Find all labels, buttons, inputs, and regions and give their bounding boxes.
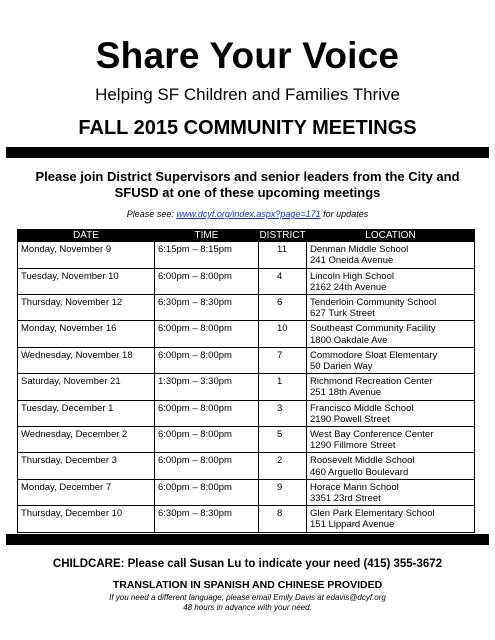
cell-time: 1:30pm – 3:30pm [155, 374, 259, 400]
cell-date: Thursday, December 10 [18, 506, 155, 532]
cell-time: 6:00pm – 8:00pm [155, 321, 259, 347]
childcare-notice: CHILDCARE: Please call Susan Lu to indicate your need (415) 355-3672 [52, 558, 443, 570]
location-address: 251 18th Avenue [310, 387, 382, 399]
translation-notice: TRANSLATION IN SPANISH AND CHINESE PROVIDED [112, 579, 383, 591]
location-address: 241 Oneida Avenue [310, 255, 394, 267]
location-name: Richmond Recreation Center [310, 376, 433, 388]
column-header-location: LOCATION [307, 230, 475, 242]
cell-time: 6:00pm – 8:00pm [155, 427, 259, 453]
top-divider-bar [6, 147, 489, 158]
location-address: 627 Turk Street [310, 308, 375, 320]
language-request-note [0, 593, 495, 613]
updates-suffix: for updates [320, 209, 369, 219]
cell-location [307, 506, 475, 532]
cell-location [307, 321, 475, 347]
table-row [18, 321, 475, 347]
cell-date: Thursday, November 12 [18, 295, 155, 321]
cell-location [307, 295, 475, 321]
bottom-divider-bar [6, 534, 489, 545]
table-row [18, 295, 475, 321]
location-address: 50 Darien Way [310, 361, 373, 373]
updates-link[interactable]: www.dcyf.org/index.aspx?page=171 [176, 209, 321, 219]
location-address: 1800 Oakdale Ave [310, 334, 388, 346]
cell-location [307, 427, 475, 453]
cell-time: 6:30pm – 8:30pm [155, 295, 259, 321]
meetings-table [17, 229, 475, 533]
location-address: 151 Lippard Avenue [310, 519, 395, 531]
column-header-time: TIME [155, 230, 259, 242]
cell-date: Monday, December 7 [18, 479, 155, 505]
table-row [18, 374, 475, 400]
table-header-row [18, 230, 475, 242]
location-address: 3351 23rd Street [310, 493, 381, 505]
location-name: Southeast Community Facility [310, 323, 436, 335]
table-row [18, 506, 475, 532]
cell-district: 9 [259, 479, 307, 505]
location-address: 2162 24th Avenue [310, 281, 387, 293]
invitation-text [20, 169, 475, 201]
language-note-line-1: If you need a different language, please email Emily Davis at edavis@dcyf.org [109, 593, 386, 602]
language-note-line-2: 48 hours in advance with your need. [183, 603, 312, 612]
updates-prefix: Please see: [126, 209, 177, 219]
table-row [18, 400, 475, 426]
cell-location [307, 242, 475, 268]
cell-location [307, 479, 475, 505]
location-name: Lincoln High School [310, 270, 394, 282]
cell-time: 6:00pm – 8:00pm [155, 347, 259, 373]
location-name: Denman Middle School [310, 244, 409, 256]
cell-district: 4 [259, 268, 307, 294]
cell-time: 6:00pm – 8:00pm [155, 479, 259, 505]
cell-date: Tuesday, December 1 [18, 400, 155, 426]
location-name: Roosevelt Middle School [310, 455, 415, 467]
location-address: 460 Arguello Boulevard [310, 466, 409, 478]
cell-location [307, 268, 475, 294]
cell-district: 3 [259, 400, 307, 426]
page-title: Share Your Voice [95, 35, 400, 76]
page-subtitle: Helping SF Children and Families Thrive [95, 85, 400, 104]
cell-location [307, 453, 475, 479]
updates-note [0, 208, 495, 220]
table-row [18, 427, 475, 453]
cell-district: 10 [259, 321, 307, 347]
location-name: Glen Park Elementary School [310, 508, 435, 520]
cell-location [307, 400, 475, 426]
table-row [18, 347, 475, 373]
table-row [18, 479, 475, 505]
table-row [18, 242, 475, 268]
location-name: Commodore Sloat Elementary [310, 349, 438, 361]
cell-district: 8 [259, 506, 307, 532]
cell-district: 6 [259, 295, 307, 321]
cell-time: 6:00pm – 8:00pm [155, 400, 259, 426]
cell-district: 5 [259, 427, 307, 453]
location-name: Francisco Middle School [310, 402, 414, 414]
cell-time: 6:00pm – 8:00pm [155, 268, 259, 294]
cell-date: Wednesday, November 18 [18, 347, 155, 373]
column-header-date: DATE [18, 230, 155, 242]
location-name: Horace Mann School [310, 481, 399, 493]
location-address: 2190 Powell Street [310, 413, 390, 425]
cell-time: 6:30pm – 8:30pm [155, 506, 259, 532]
table-row [18, 268, 475, 294]
cell-date: Monday, November 16 [18, 321, 155, 347]
cell-date: Monday, November 9 [18, 242, 155, 268]
location-address: 1290 Fillmore Street [310, 440, 396, 452]
invitation-line-2: SFUSD at one of these upcoming meetings [114, 185, 381, 200]
cell-time: 6:15pm – 8:15pm [155, 242, 259, 268]
cell-location [307, 374, 475, 400]
cell-location [307, 347, 475, 373]
cell-district: 1 [259, 374, 307, 400]
cell-date: Thursday, December 3 [18, 453, 155, 479]
cell-date: Wednesday, December 2 [18, 427, 155, 453]
cell-district: 2 [259, 453, 307, 479]
cell-district: 7 [259, 347, 307, 373]
cell-date: Saturday, November 21 [18, 374, 155, 400]
table-row [18, 453, 475, 479]
cell-time: 6:00pm – 8:00pm [155, 453, 259, 479]
location-name: Tenderloin Community School [310, 297, 437, 309]
cell-date: Tuesday, November 10 [18, 268, 155, 294]
location-name: West Bay Conference Center [310, 429, 434, 441]
season-heading: FALL 2015 COMMUNITY MEETINGS [78, 117, 417, 139]
cell-district: 11 [259, 242, 307, 268]
column-header-district: DISTRICT [259, 230, 306, 241]
invitation-line-1: Please join District Supervisors and senior leaders from the City and [35, 169, 460, 184]
